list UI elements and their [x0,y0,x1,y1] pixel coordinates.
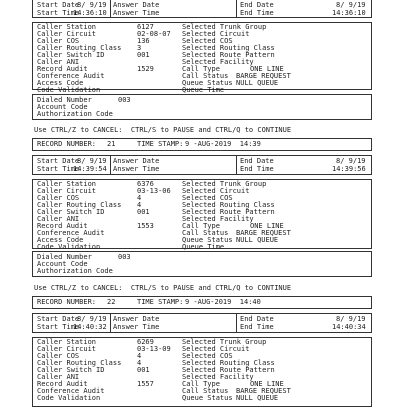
label-queue-time: Queue Time [182,86,225,94]
label-call-status: Call Status [182,229,229,237]
label-caller-cos: Caller COS [37,352,80,360]
label-account-code: Account Code [37,260,88,268]
value-dialed-number: 003 [118,96,131,104]
label-record-audit: Record Audit [37,222,88,230]
value-queue-status: NULL QUEUE [236,394,279,402]
value-end-date: 8/ 9/19 [336,1,366,9]
label-answer-time: Answer Time [113,323,160,331]
label-selected-trunk-group: Selected Trunk Group [182,338,267,346]
value-record-audit: 1553 [137,222,154,230]
label-record-audit: Record Audit [37,65,88,73]
label-start-date: Start Date [37,1,80,9]
label-call-status: Call Status [182,387,229,395]
label-selected-circuit: Selected Circuit [182,187,250,195]
label-caller-ani: Caller ANI [37,58,80,66]
label-authorization-code: Authorization Code [37,267,113,275]
label-end-date: End Date [240,1,274,9]
value-call-type: ONE LINE [250,380,284,388]
label-end-date: End Date [240,315,274,323]
value-caller-station: 6376 [137,180,154,188]
value-start-time: 14:39:54 [73,165,107,173]
label-time-stamp: TIME STAMP: [137,298,184,306]
label-access-code: Access Code [37,236,84,244]
label-start-time: Start Time [37,9,80,17]
label-caller-station: Caller Station [37,338,97,346]
label-selected-trunk-group: Selected Trunk Group [182,180,267,188]
value-start-date: 8/ 9/19 [77,1,107,9]
label-code-validation: Code Validation [37,394,101,402]
value-record-audit: 1557 [137,380,154,388]
label-selected-facility: Selected Facility [182,215,254,223]
label-start-date: Start Date [37,157,80,165]
label-dialed-number: Dialed Number [37,96,92,104]
label-code-validation: Code Validation [37,86,101,94]
label-caller-routing-class: Caller Routing Class [37,359,122,367]
label-selected-circuit: Selected Circuit [182,30,250,38]
label-answer-date: Answer Date [113,315,160,323]
label-answer-time: Answer Time [113,165,160,173]
value-end-time: 14:36:10 [332,9,366,17]
value-call-type: ONE LINE [250,222,284,230]
label-record-number: RECORD NUMBER: [37,140,97,148]
value-end-date: 8/ 9/19 [336,315,366,323]
value-record-number: 21 [107,140,116,148]
label-caller-circuit: Caller Circuit [37,345,97,353]
value-end-time: 14:39:56 [332,165,366,173]
label-caller-switch-id: Caller Switch ID [37,208,105,216]
value-start-time: 14:36:10 [73,9,107,17]
label-call-status: Call Status [182,72,229,80]
label-end-time: End Time [240,9,274,17]
value-call-status: BARGE REQUEST [236,387,291,395]
label-caller-routing-class: Caller Routing Class [37,201,122,209]
value-caller-routing-class: 4 [137,359,142,367]
value-caller-routing-class: 4 [137,201,142,209]
label-call-type: Call Type [182,65,220,73]
value-caller-circuit: 02-08-07 [137,30,171,38]
value-time-stamp: 9 -AUG-2019 14:40 [185,298,261,306]
label-selected-cos: Selected COS [182,37,233,45]
label-queue-status: Queue Status [182,236,233,244]
label-record-number: RECORD NUMBER: [37,298,97,306]
label-start-time: Start Time [37,165,80,173]
label-caller-routing-class: Caller Routing Class [37,44,122,52]
label-start-time: Start Time [37,323,80,331]
value-caller-switch-id: 001 [137,51,150,59]
label-selected-trunk-group: Selected Trunk Group [182,23,267,31]
control-line: Use CTRL/Z to CANCEL: CTRL/S to PAUSE and CTRL/Q to CONTINUE [34,284,292,292]
label-caller-station: Caller Station [37,23,97,31]
label-account-code: Account Code [37,103,88,111]
label-conference-audit: Conference Audit [37,72,105,80]
value-start-date: 8/ 9/19 [77,315,107,323]
label-selected-route-pattern: Selected Route Pattern [182,366,275,374]
value-queue-status: NULL QUEUE [236,79,279,87]
label-call-type: Call Type [182,222,220,230]
label-caller-switch-id: Caller Switch ID [37,51,105,59]
value-start-time: 14:40:32 [73,323,107,331]
label-selected-cos: Selected COS [182,352,233,360]
value-caller-cos: 4 [137,352,142,360]
value-call-status: BARGE REQUEST [236,229,291,237]
label-selected-facility: Selected Facility [182,58,254,66]
label-conference-audit: Conference Audit [37,387,105,395]
label-selected-cos: Selected COS [182,194,233,202]
value-caller-station: 6127 [137,23,154,31]
label-caller-circuit: Caller Circuit [37,30,97,38]
label-selected-route-pattern: Selected Route Pattern [182,208,275,216]
label-dialed-number: Dialed Number [37,253,92,261]
value-caller-cos: 4 [137,194,142,202]
value-end-time: 14:40:34 [332,323,366,331]
label-start-date: Start Date [37,315,80,323]
value-caller-routing-class: 3 [137,44,142,52]
label-caller-cos: Caller COS [37,37,80,45]
label-caller-station: Caller Station [37,180,97,188]
label-answer-date: Answer Date [113,157,160,165]
label-access-code: Access Code [37,79,84,87]
value-call-status: BARGE REQUEST [236,72,291,80]
value-dialed-number: 003 [118,253,131,261]
label-selected-routing-class: Selected Routing Class [182,44,275,52]
value-time-stamp: 9 -AUG-2019 14:39 [185,140,261,148]
label-selected-facility: Selected Facility [182,373,254,381]
value-queue-status: NULL QUEUE [236,236,279,244]
value-caller-station: 6269 [137,338,154,346]
label-selected-routing-class: Selected Routing Class [182,359,275,367]
label-caller-circuit: Caller Circuit [37,187,97,195]
label-selected-route-pattern: Selected Route Pattern [182,51,275,59]
value-start-date: 8/ 9/19 [77,157,107,165]
label-end-time: End Time [240,323,274,331]
value-caller-circuit: 03-13-06 [137,187,171,195]
value-end-date: 8/ 9/19 [336,157,366,165]
value-caller-cos: 136 [137,37,150,45]
label-queue-status: Queue Status [182,394,233,402]
label-answer-time: Answer Time [113,9,160,17]
value-caller-switch-id: 001 [137,208,150,216]
value-caller-circuit: 03-13-09 [137,345,171,353]
label-authorization-code: Authorization Code [37,110,113,118]
label-conference-audit: Conference Audit [37,229,105,237]
label-time-stamp: TIME STAMP: [137,140,184,148]
label-caller-cos: Caller COS [37,194,80,202]
label-end-date: End Date [240,157,274,165]
value-caller-switch-id: 001 [137,366,150,374]
label-caller-switch-id: Caller Switch ID [37,366,105,374]
control-line: Use CTRL/Z to CANCEL: CTRL/S to PAUSE and CTRL/Q to CONTINUE [34,126,292,134]
label-selected-circuit: Selected Circuit [182,345,250,353]
value-record-number: 22 [107,298,116,306]
label-call-type: Call Type [182,380,220,388]
label-answer-date: Answer Date [113,1,160,9]
label-caller-ani: Caller ANI [37,215,80,223]
label-queue-time: Queue Time [182,243,225,251]
label-code-validation: Code Validation [37,243,101,251]
label-caller-ani: Caller ANI [37,373,80,381]
label-record-audit: Record Audit [37,380,88,388]
label-end-time: End Time [240,165,274,173]
label-selected-routing-class: Selected Routing Class [182,201,275,209]
value-record-audit: 1529 [137,65,154,73]
label-queue-status: Queue Status [182,79,233,87]
value-call-type: ONE LINE [250,65,284,73]
